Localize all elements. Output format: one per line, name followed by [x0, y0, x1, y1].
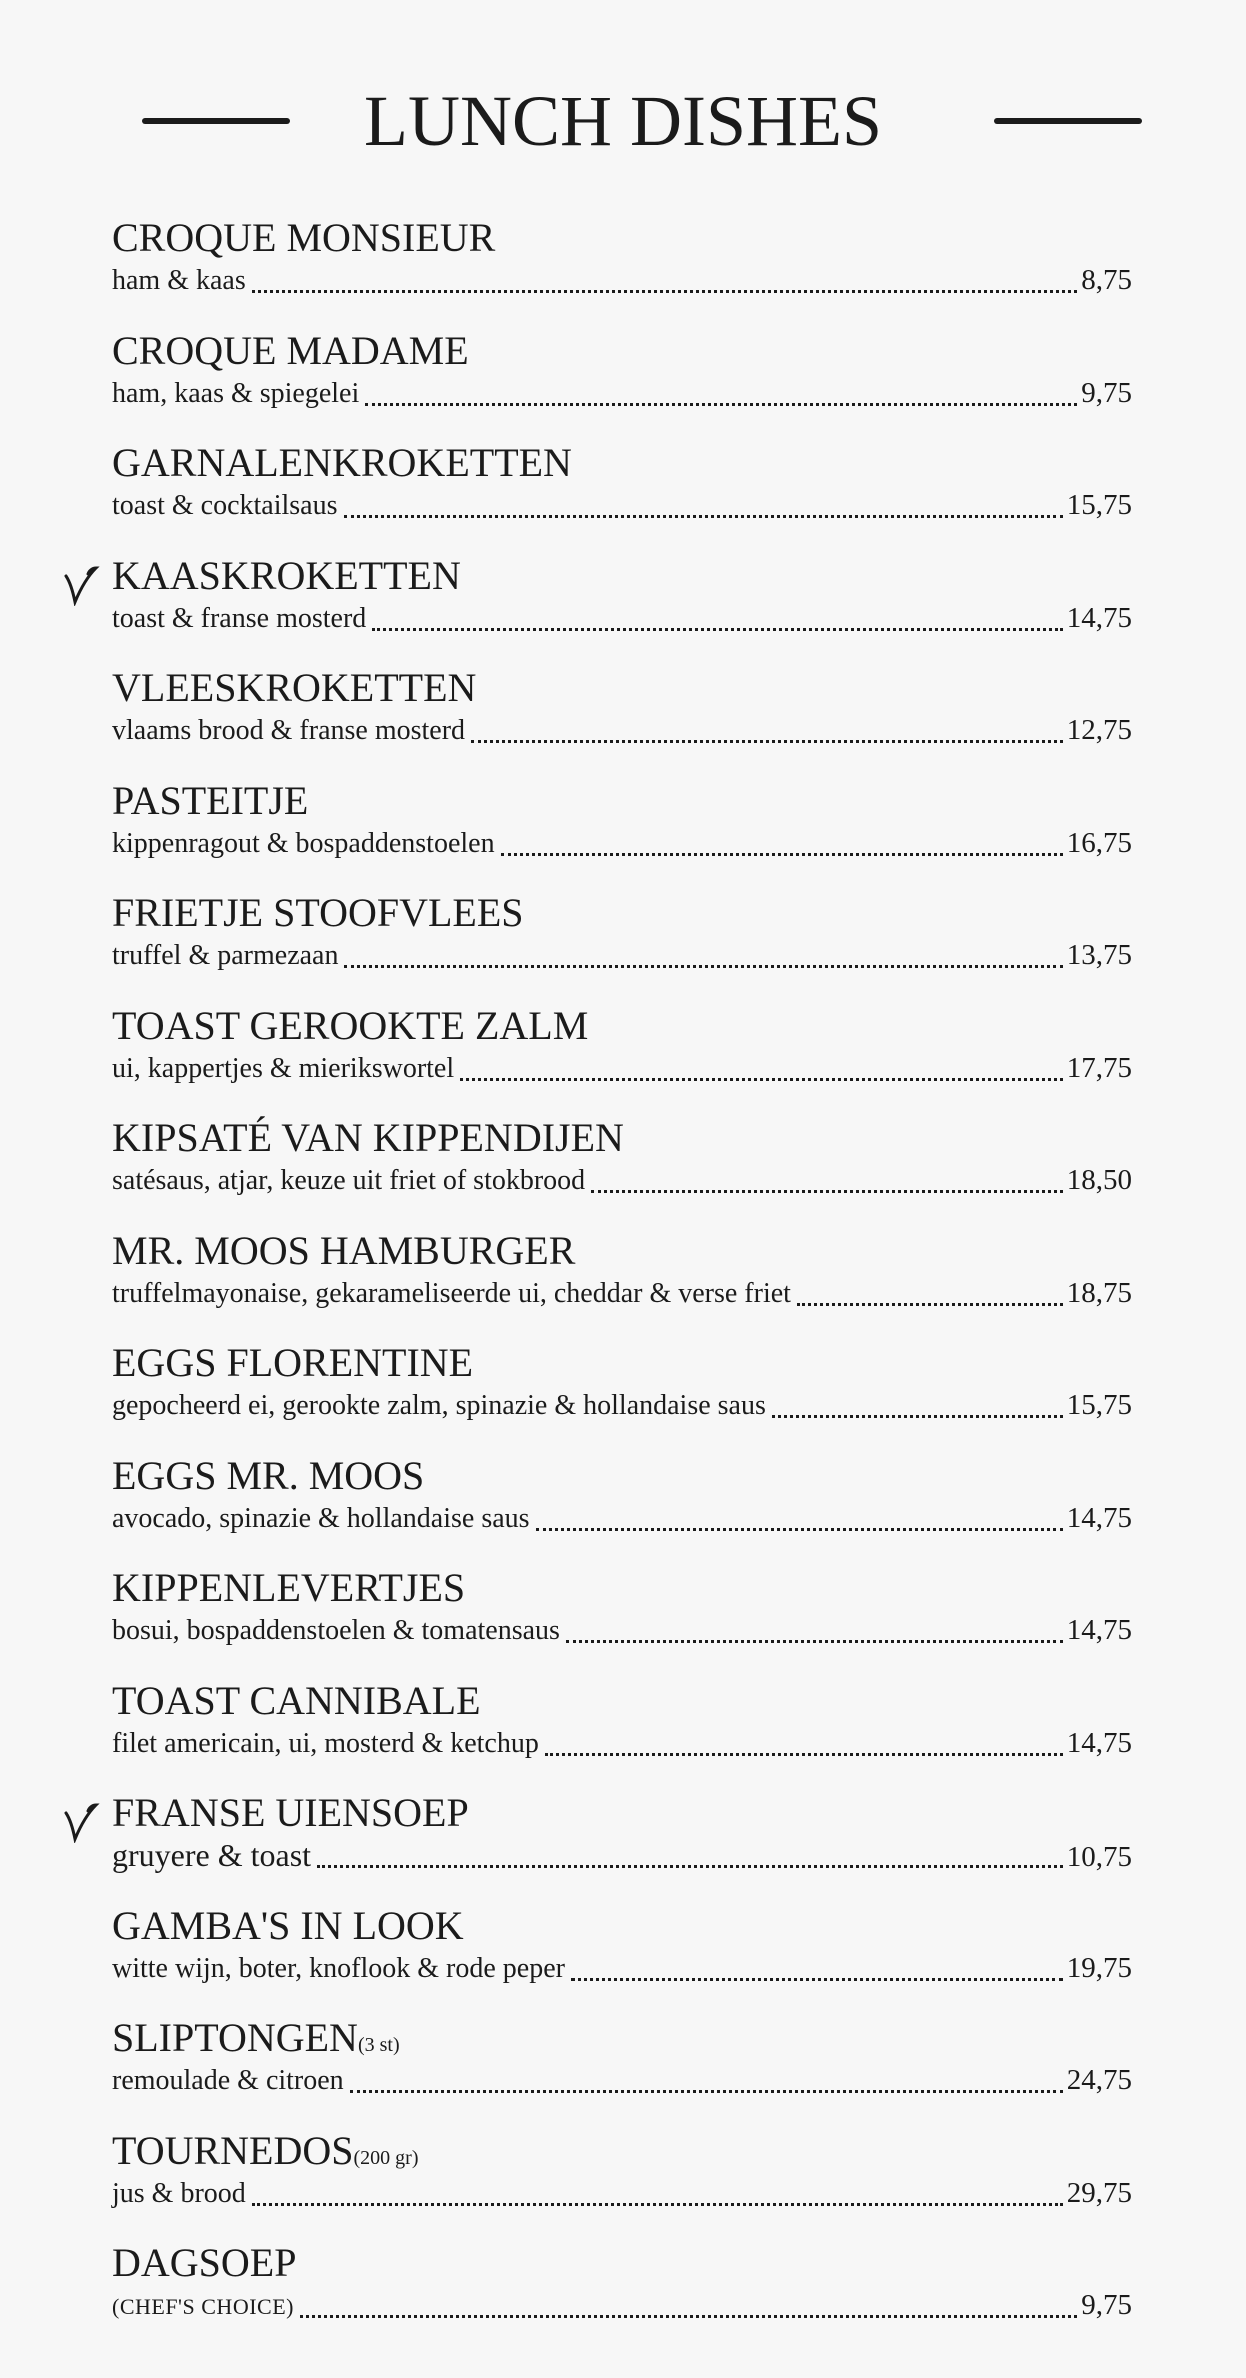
- dish-description: satésaus, atjar, keuze uit friet of stokbrood: [112, 1165, 586, 1196]
- dot-leader: [545, 1753, 1063, 1756]
- dish-name-text: VLEESKROKETTEN: [112, 665, 477, 710]
- dot-leader: [471, 740, 1063, 743]
- dish-price: 15,75: [1066, 489, 1132, 521]
- dish-name: [112, 666, 476, 710]
- dish-price: 18,75: [1066, 1276, 1132, 1309]
- dish-description: ui, kappertjes & mierikswortel: [112, 1052, 455, 1084]
- dish-line: [112, 1387, 1132, 1423]
- dish-price: 9,75: [1081, 376, 1132, 409]
- dish-description: kippenragout & bospaddenstoelen: [112, 827, 495, 859]
- dish-name: [112, 1791, 469, 1835]
- dish-description: avocado, spinazie & hollandaise saus: [112, 1502, 530, 1534]
- dish-description: gruyere & toast: [112, 1837, 312, 1873]
- dish-name: [112, 554, 461, 598]
- dish-line: [112, 1612, 1132, 1648]
- dish-description: ham & kaas: [112, 265, 246, 296]
- dish-name: [112, 2129, 419, 2180]
- menu-list: [0, 210, 1246, 2348]
- dot-leader: [571, 1978, 1063, 1981]
- dot-leader: [252, 2203, 1063, 2206]
- dish-name-text: KIPPENLEVERTJES: [112, 1565, 466, 1610]
- dish-price: 12,75: [1066, 714, 1132, 746]
- dish-line: [112, 937, 1132, 973]
- dish-description: toast & cocktailsaus: [112, 490, 338, 521]
- dish-price: 17,75: [1066, 1051, 1132, 1084]
- dish-name-text: EGGS FLORENTINE: [112, 1340, 474, 1385]
- menu-item: [0, 1223, 1246, 1336]
- dish-line: [112, 1275, 1132, 1311]
- dish-line: [112, 600, 1132, 636]
- dish-line: [112, 2287, 1132, 2323]
- dish-price: 8,75: [1081, 264, 1132, 296]
- dot-leader: [344, 965, 1062, 968]
- dish-name-text: EGGS MR. MOOS: [112, 1452, 425, 1498]
- dish-name: [112, 216, 495, 260]
- dish-line: [112, 1162, 1132, 1198]
- dish-line: [112, 1950, 1132, 1986]
- dish-price: 15,75: [1066, 1389, 1132, 1421]
- dot-leader: [536, 1528, 1063, 1531]
- dish-name-text: SLIPTONGEN: [112, 2015, 358, 2060]
- dish-price: 29,75: [1066, 2176, 1132, 2209]
- dish-line: [112, 1050, 1132, 1086]
- dish-line: [112, 487, 1132, 523]
- dish-price: 14,75: [1066, 1614, 1132, 1646]
- header-rule-right: [994, 118, 1142, 124]
- dish-description: witte wijn, boter, knoflook & rode peper: [112, 1952, 565, 1984]
- dish-price: 10,75: [1066, 1841, 1132, 1873]
- dish-name-text: TOAST GEROOKTE ZALM: [112, 1002, 589, 1048]
- menu-item: [0, 1110, 1246, 1223]
- menu-item: [0, 773, 1246, 886]
- dish-description: (CHEF'S CHOICE): [112, 2294, 294, 2319]
- dish-name-text: DAGSOEP: [112, 2240, 297, 2285]
- dish-line: [112, 262, 1132, 298]
- dish-portion-note: (200 gr): [353, 2146, 419, 2169]
- menu-item: [0, 1673, 1246, 1786]
- vegetarian-icon: [62, 562, 100, 606]
- dish-description: truffel & parmezaan: [112, 940, 339, 971]
- menu-header: [0, 78, 1246, 168]
- dish-line: [112, 825, 1132, 861]
- dish-name-text: MR. MOOS HAMBURGER: [112, 1227, 576, 1273]
- dish-price: 19,75: [1066, 1951, 1132, 1984]
- dish-description: vlaams brood & franse mosterd: [112, 715, 466, 746]
- dish-name: [112, 2241, 296, 2285]
- dot-leader: [300, 2315, 1077, 2318]
- dish-name: [112, 779, 308, 823]
- dish-name-text: FRANSE UIENSOEP: [112, 1790, 469, 1835]
- dish-name-text: CROQUE MONSIEUR: [112, 215, 496, 260]
- dot-leader: [365, 403, 1077, 406]
- dish-line: [112, 2175, 1132, 2211]
- dish-description: gepocheerd ei, gerookte zalm, spinazie & hollandaise saus: [112, 1390, 766, 1421]
- dish-name-text: TOAST CANNIBALE: [112, 1677, 481, 1723]
- dish-line: [112, 712, 1132, 748]
- menu-item: [0, 1448, 1246, 1561]
- dot-leader: [372, 628, 1062, 631]
- dish-line: [112, 1725, 1132, 1761]
- dish-name-text: GAMBA'S IN LOOK: [112, 1902, 464, 1948]
- menu-item: [0, 2235, 1246, 2348]
- dish-name: [112, 329, 469, 373]
- dish-name: [112, 1116, 624, 1160]
- menu-item: [0, 1898, 1246, 2011]
- menu-item: [0, 548, 1246, 661]
- dish-name: [112, 1004, 588, 1048]
- vegetarian-icon: [62, 1799, 100, 1843]
- dish-price: 14,75: [1066, 1726, 1132, 1759]
- menu-item: [0, 1785, 1246, 1898]
- dish-price: 16,75: [1066, 826, 1132, 859]
- dish-name-text: KAASKROKETTEN: [112, 552, 461, 598]
- dot-leader: [591, 1190, 1063, 1193]
- dot-leader: [252, 290, 1078, 293]
- dish-name: [112, 1679, 481, 1723]
- dish-description: remoulade & citroen: [112, 2065, 344, 2096]
- dish-name: [112, 1904, 464, 1948]
- page-title: LUNCH DISHES: [363, 81, 883, 161]
- dot-leader: [501, 853, 1063, 856]
- dish-line: [112, 375, 1132, 411]
- menu-item: [0, 1560, 1246, 1673]
- menu-item: [0, 2010, 1246, 2123]
- dot-leader: [566, 1640, 1063, 1643]
- dish-name: [112, 891, 524, 935]
- dish-description: ham, kaas & spiegelei: [112, 377, 360, 409]
- dish-name-text: FRIETJE STOOFVLEES: [112, 890, 524, 935]
- dish-price: 9,75: [1081, 2289, 1132, 2321]
- menu-item: [0, 885, 1246, 998]
- dot-leader: [460, 1078, 1063, 1081]
- dish-name: [112, 1454, 424, 1498]
- dish-name-text: PASTEITJE: [112, 777, 309, 823]
- dot-leader: [344, 515, 1063, 518]
- dish-price: 13,75: [1066, 939, 1132, 971]
- dish-price: 14,75: [1066, 601, 1132, 634]
- dot-leader: [317, 1865, 1063, 1868]
- dish-description: filet americain, ui, mosterd & ketchup: [112, 1727, 539, 1759]
- dish-name-text: GARNALENKROKETTEN: [112, 440, 572, 485]
- dish-name: [112, 1229, 575, 1273]
- menu-item: [0, 210, 1246, 323]
- dot-leader: [797, 1303, 1063, 1306]
- dish-name-text: CROQUE MADAME: [112, 327, 469, 373]
- dish-price: 18,50: [1066, 1164, 1132, 1196]
- dot-leader: [772, 1415, 1063, 1418]
- dish-line: [112, 2062, 1132, 2098]
- menu-item: [0, 998, 1246, 1111]
- dish-description: truffelmayonaise, gekarameliseerde ui, cheddar & verse friet: [112, 1277, 791, 1309]
- dish-name-text: TOURNEDOS: [112, 2127, 354, 2173]
- dish-line: [112, 1837, 1132, 1873]
- dish-name: [112, 2016, 400, 2067]
- dish-price: 14,75: [1066, 1501, 1132, 1534]
- dot-leader: [350, 2090, 1063, 2093]
- dish-description: toast & franse mosterd: [112, 602, 367, 634]
- dish-price: 24,75: [1066, 2064, 1132, 2096]
- dish-name: [112, 1566, 465, 1610]
- menu-item: [0, 323, 1246, 436]
- dish-name: [112, 441, 572, 485]
- dish-portion-note: (3 st): [357, 2034, 400, 2056]
- dish-description: jus & brood: [112, 2177, 246, 2209]
- dish-line: [112, 1500, 1132, 1536]
- menu-item: [0, 660, 1246, 773]
- dish-name: [112, 1341, 473, 1385]
- dish-name-text: KIPSATÉ VAN KIPPENDIJEN: [112, 1115, 624, 1160]
- menu-item: [0, 435, 1246, 548]
- menu-item: [0, 1335, 1246, 1448]
- dish-description: bosui, bospaddenstoelen & tomatensaus: [112, 1615, 560, 1646]
- menu-item: [0, 2123, 1246, 2236]
